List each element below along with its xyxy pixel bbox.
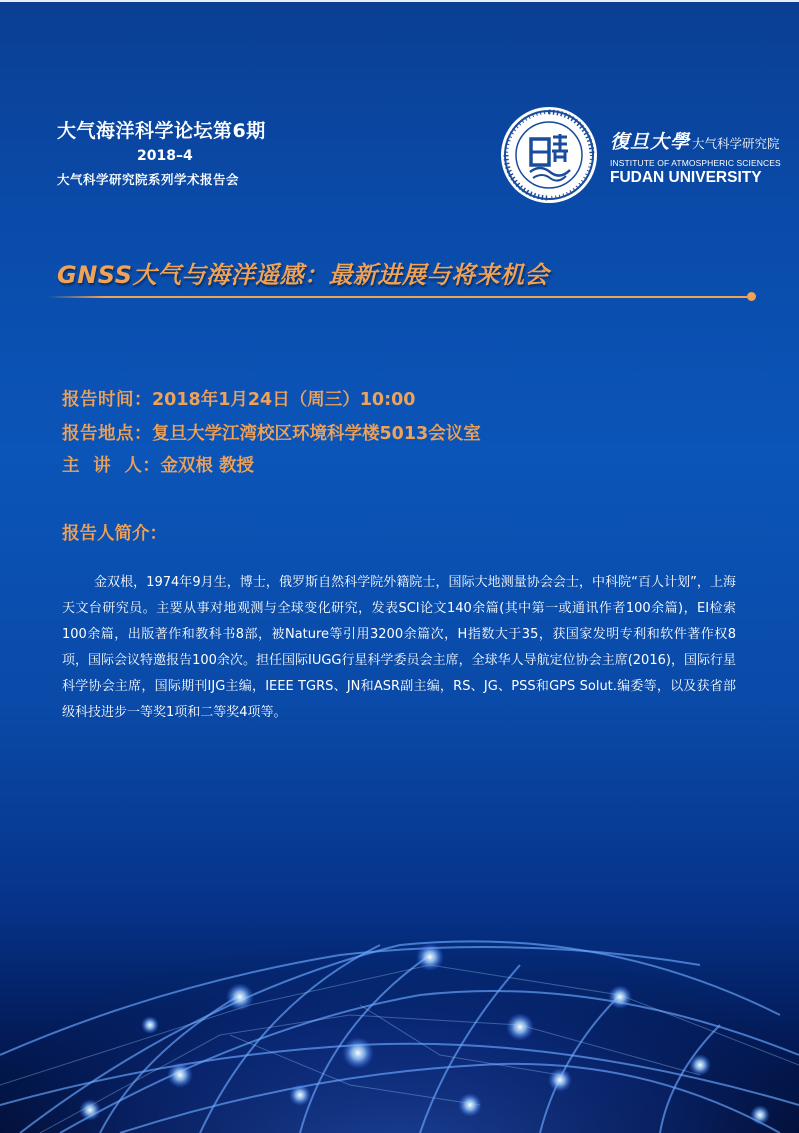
time-label: 报告时间： (62, 390, 152, 410)
title-underline-dot (747, 292, 756, 301)
forum-series: 大气科学研究院系列学术报告会 (57, 172, 240, 187)
title-underline (47, 296, 751, 298)
forum-header (57, 116, 287, 188)
info-time (62, 386, 415, 411)
forum-title: 大气海洋科学论坛第6期 (57, 120, 266, 142)
network-globe-graphic (0, 905, 799, 1133)
info-speaker (62, 452, 254, 477)
time-value: 2018年1月24日（周三）10:00 (152, 390, 416, 410)
speaker-label: 主 讲 人： (62, 456, 161, 476)
university-name-cn: 復旦大學 (610, 131, 691, 153)
speaker-value: 金双根 教授 (160, 456, 254, 476)
university-name-en: FUDAN UNIVERSITY (610, 169, 762, 186)
place-value: 复旦大学江湾校区环境科学楼5013会议室 (152, 424, 481, 444)
talk-title: GNSS大气与海洋遥感：最新进展与将来机会 (57, 261, 549, 289)
university-logo-text (610, 127, 781, 187)
info-place (62, 420, 481, 445)
institute-name-en: INSTITUTE OF ATMOSPHERIC SCIENCES (610, 158, 781, 168)
institute-name-cn: 大气科学研究院 (692, 136, 780, 151)
bio-text: 金双根，1974年9月生，博士，俄罗斯自然科学院外籍院士，国际大地测量协会会士，中科院“百人计划”，上海天文台研究员。主要从事对地观测与全球变化研究，发表SCI论文140余篇(其中第一或通讯作者100余篇)，EI检索100余篇，出版著作和教科书8部，被Nature等引用3200余篇次，H指数大于35，获国家发明专利和软件著作权8项，国际会议特邀报告100余次。担任国际IUGG行星科学委员会主席，全球华人导航定位协会主席(2016)，国际行星科学协会主席，国际期刊IJG主编，IEEE TGRS、JN和ASR副主编，RS、JG、PSS和GPS Solut.编委等，以及获省部级科技进步一等奖1项和二等奖4项等。 (62, 575, 736, 720)
forum-date: 2018–4 (137, 148, 193, 164)
bio-heading: 报告人简介： (62, 524, 167, 544)
institute-seal-logo (500, 106, 598, 204)
place-label: 报告地点： (62, 424, 152, 444)
top-border (0, 0, 799, 2)
